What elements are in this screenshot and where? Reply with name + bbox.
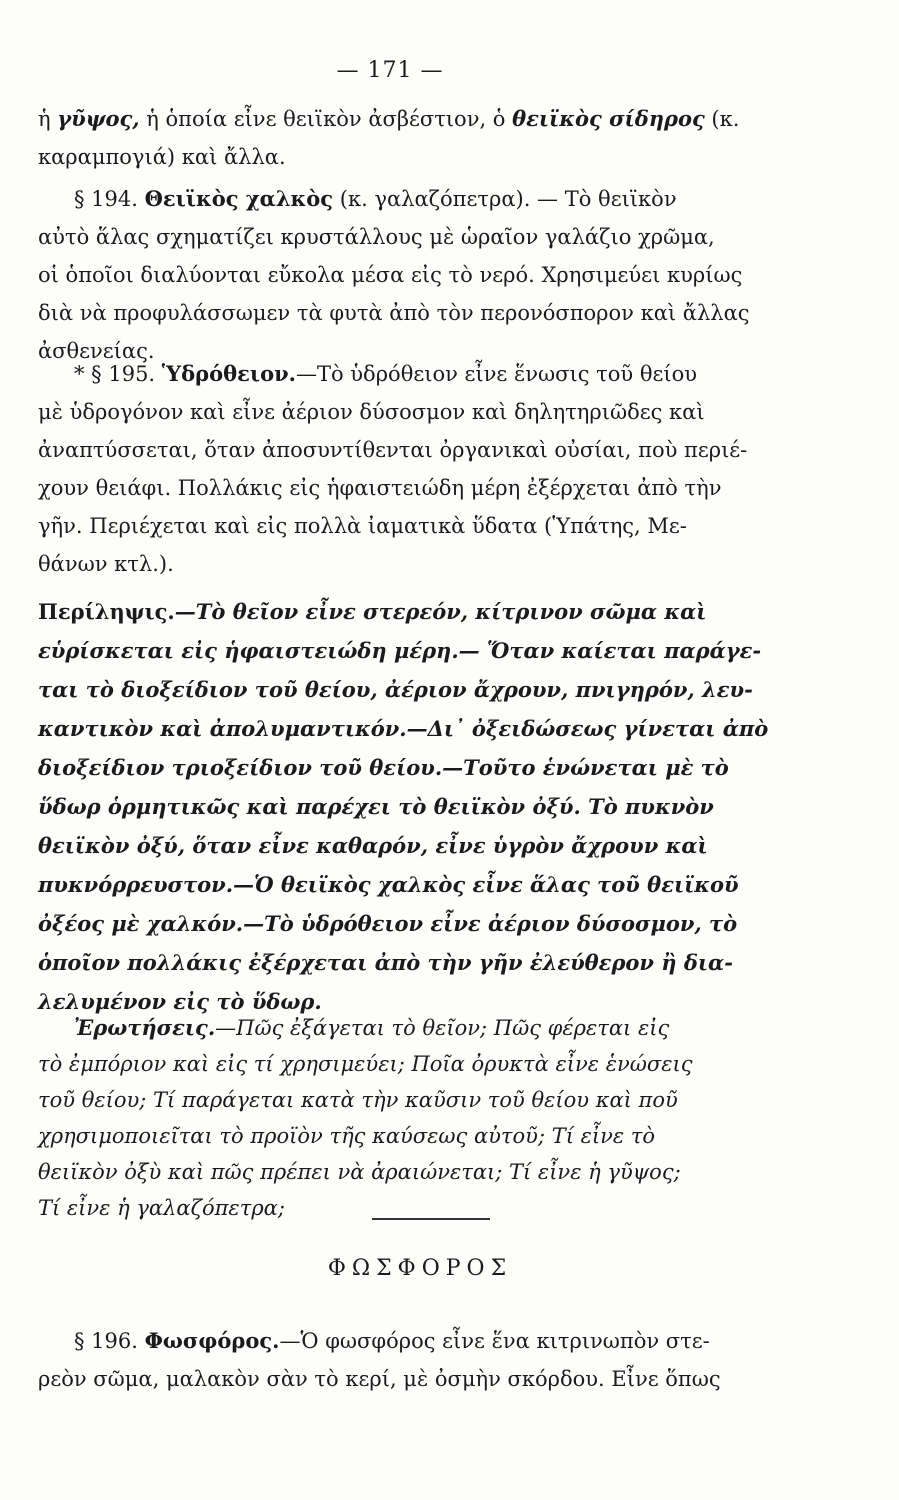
section-195-title: Ὑδρόθειον.	[161, 361, 296, 386]
section-194-line-1: § 194. Θειϊκὸς χαλκὸς (κ. γαλαζόπετρα). — Τὸ θειϊκὸν	[74, 186, 677, 211]
summary-line: ὕδωρ ὁρμητικῶς καὶ παρέχει τὸ θειϊκὸν ὀξύ. Τὸ πυκνὸν	[38, 794, 714, 819]
questions-line: τὸ ἐμπόριον καὶ εἰς τί χρησιμεύει; Ποῖα ὀρυκτὰ εἶνε ἑνώσεις	[38, 1052, 693, 1076]
summary-line: πυκνόρρευστον.—Ὁ θειϊκὸς χαλκὸς εἶνε ἅλας τοῦ θειϊκοῦ	[38, 872, 739, 897]
questions-line: χρησιμοποιεῖται τὸ προϊὸν τῆς καύσεως αὐτοῦ; Τί εἶνε τὸ	[38, 1124, 656, 1148]
questions-label: Ἐρωτήσεις.	[74, 1015, 216, 1040]
questions-line: τοῦ θείου; Τί παράγεται κατὰ τὴν καῦσιν τοῦ θείου καὶ ποῦ	[38, 1088, 678, 1112]
summary-line: εὑρίσκεται εἰς ἡφαιστειώδη μέρη.— Ὅταν καίεται παράγε-	[38, 638, 762, 663]
questions-line: Τί εἶνε ἡ γαλαζόπετρα;	[38, 1196, 285, 1220]
section-divider	[372, 1218, 490, 1220]
section-196-number: § 196.	[74, 1329, 138, 1353]
section-195-line-6: θάνων κτλ.).	[38, 552, 174, 576]
term-iron-sulfate: θειϊκὸς σίδηρος	[512, 106, 705, 131]
summary-line: καντικὸν καὶ ἀπολυμαντικόν.—Δι᾽ ὀξειδώσεως γίνεται ἀπὸ	[38, 716, 769, 741]
section-heading: ΦΩΣΦΟΡΟΣ	[327, 1256, 513, 1281]
section-195-line-4: χουν θειάφι. Πολλάκις εἰς ἡφαιστειώδη μέρη ἐξέρχεται ἀπὸ τὴν	[38, 476, 722, 500]
questions-block	[38, 1010, 798, 1226]
summary-line: ὁποῖον πολλάκις ἐξέρχεται ἀπὸ τὴν γῆν ἐλεύθερον ἢ δια-	[38, 950, 733, 975]
section-195	[38, 355, 798, 583]
summary-line: ται τὸ διοξείδιον τοῦ θείου, ἀέριον ἄχρουν, πνιγηρόν, λευ-	[38, 677, 753, 702]
section-195-line-2: μὲ ὑδρογόνον καὶ εἶνε ἀέριον δύσοσμον καὶ δηλητηριῶδες καὶ	[38, 400, 705, 424]
summary-block	[38, 592, 798, 1021]
section-196	[38, 1322, 798, 1398]
section-194-line-3: οἱ ὁποῖοι διαλύονται εὔκολα μέσα εἰς τὸ νερό. Χρησιμεύει κυρίως	[38, 263, 743, 287]
page-number: — 171 —	[336, 58, 444, 83]
summary-line: ὀξέος μὲ χαλκόν.—Τὸ ὑδρόθειον εἶνε ἀέριον δύσοσμον, τὸ	[38, 911, 738, 936]
section-195-line-3: ἀναπτύσσεται, ὅταν ἀποσυντίθενται ὀργανικαὶ οὐσίαι, ποὺ περιέ-	[38, 438, 748, 462]
section-194-line-2: αὐτὸ ἅλας σχηματίζει κρυστάλλους μὲ ὡραῖον γαλάζιο χρῶμα,	[38, 225, 715, 249]
section-194-line-4: διὰ νὰ προφυλάσσωμεν τὰ φυτὰ ἀπὸ τὸν περονόσπορον καὶ ἄλλας	[38, 301, 750, 325]
intro-line-2: καραμπογιά) καὶ ἄλλα.	[38, 145, 286, 169]
section-195-line-5: γῆν. Περιέχεται καὶ εἰς πολλὰ ἰαματικὰ ὕδατα (Ὑπάτης, Με-	[38, 514, 687, 538]
section-196-title: Φωσφόρος.	[144, 1328, 280, 1353]
section-194-line-5: ἀσθενείας.	[38, 339, 155, 363]
section-196-line-1: § 196. Φωσφόρος.—Ὁ φωσφόρος εἶνε ἕνα κιτρινωπὸν στε-	[74, 1328, 710, 1353]
summary-line: διοξείδιον τριοξείδιον τοῦ θείου.—Τοῦτο ἑνώνεται μὲ τὸ	[38, 755, 729, 780]
section-195-number: * § 195.	[74, 362, 156, 386]
summary-line-1: Περίληψις.—Τὸ θεῖον εἶνε στερεόν, κίτρινον σῶμα καὶ	[38, 599, 707, 624]
section-194	[38, 180, 798, 370]
intro-line-1: ἡ γῦψος, ἡ ὁποία εἶνε θειϊκὸν ἀσβέστιον, ὁ θειϊκὸς σίδηρος (κ.	[38, 106, 740, 131]
section-195-line-1: * § 195. Ὑδρόθειον.—Τὸ ὑδρόθειον εἶνε ἕνωσις τοῦ θείου	[74, 361, 697, 386]
summary-line: λελυμένον εἰς τὸ ὕδωρ.	[38, 989, 322, 1014]
intro-paragraph	[38, 100, 798, 176]
section-196-line-2: ρεὸν σῶμα, μαλακὸν σὰν τὸ κερί, μὲ ὀσμὴν σκόρδου. Εἶνε ὅπως	[38, 1367, 721, 1391]
section-194-title: Θειϊκὸς χαλκὸς	[144, 186, 334, 211]
questions-line: θειϊκὸν ὀξὺ καὶ πῶς πρέπει νὰ ἀραιώνεται; Τί εἶνε ἡ γῦψος;	[38, 1160, 681, 1184]
summary-line: θειϊκὸν ὀξύ, ὅταν εἶνε καθαρόν, εἶνε ὑγρὸν ἄχρουν καὶ	[38, 833, 708, 858]
questions-line-1: Ἐρωτήσεις.—Πῶς ἐξάγεται τὸ θεῖον; Πῶς φέρεται εἰς	[74, 1015, 670, 1040]
summary-label: Περίληψις.	[38, 599, 175, 624]
term-gypsum: γῦψος,	[57, 106, 140, 131]
section-194-number: § 194.	[74, 187, 138, 211]
